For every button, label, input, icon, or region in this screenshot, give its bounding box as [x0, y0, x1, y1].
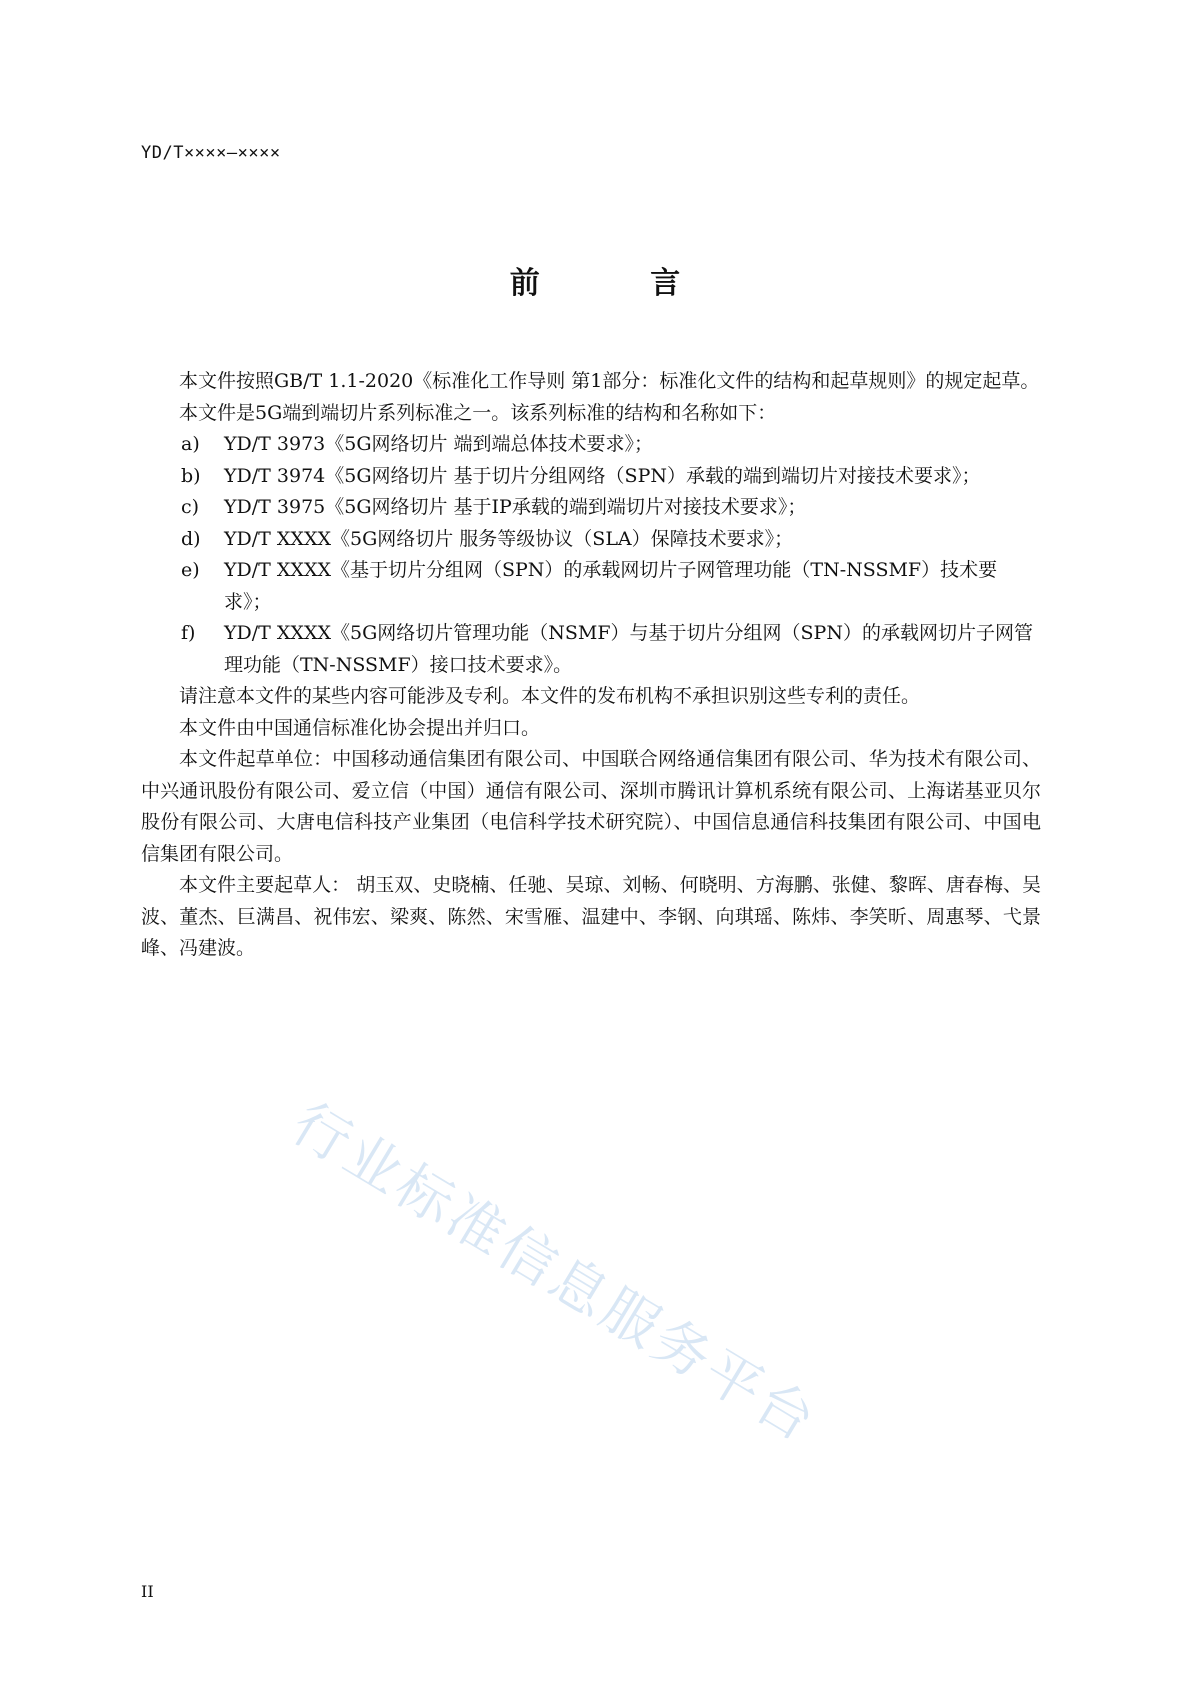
list-item: [141, 492, 1041, 524]
list-marker: e): [181, 559, 200, 581]
list-item: [141, 555, 1041, 618]
list-marker: a): [181, 433, 200, 455]
paragraph-drafting-units: 本文件起草单位：中国移动通信集团有限公司、中国联合网络通信集团有限公司、华为技术有限公司、中兴通讯股份有限公司、爱立信（中国）通信有限公司、深圳市腾讯计算机系统有限公司、上海诺基亚贝尔股份有限公司、大唐电信科技产业集团（电信科学技术研究院）、中国信息通信科技集团有限公司、中国电信集团有限公司。: [141, 748, 1041, 865]
foreword-body: [141, 366, 1041, 965]
list-item: [141, 618, 1041, 681]
list-item-text: YD/T 3974《5G网络切片 基于切片分组网络（SPN）承载的端到端切片对接技术要求》；: [224, 464, 981, 487]
paragraph-drafting-rules: 本文件按照GB/T 1.1-2020《标准化工作导则 第1部分：标准化文件的结构和起草规则》的规定起草。: [179, 370, 1040, 392]
list-marker: f): [181, 622, 196, 644]
list-item-text: YD/T 3973《5G网络切片 端到端总体技术要求》；: [224, 433, 654, 455]
page-number: II: [141, 1582, 154, 1601]
series-standards-list: [141, 429, 1041, 681]
list-item-text: YD/T 3975《5G网络切片 基于IP承载的端到端切片对接技术要求》；: [224, 496, 807, 518]
list-item-text: YD/T XXXX《基于切片分组网（SPN）的承载网切片子网管理功能（TN-NSSMF）技术要求》；: [224, 559, 998, 613]
list-marker: d): [181, 527, 201, 550]
watermark: 行业标准信息服务平台: [280, 1090, 829, 1456]
list-item: [141, 524, 1041, 556]
list-marker: c): [181, 496, 200, 518]
paragraph-proposer: 本文件由中国通信标准化协会提出并归口。: [179, 716, 541, 739]
list-item-text: YD/T XXXX《5G网络切片管理功能（NSMF）与基于切片分组网（SPN）的承载网切片子网管理功能（TN-NSSMF）接口技术要求》。: [224, 622, 1033, 676]
list-marker: b): [181, 464, 201, 487]
paragraph-drafters: 本文件主要起草人： 胡玉双、史晓楠、任驰、吴琼、刘畅、何晓明、方海鹏、张健、黎晖、唐春梅、吴波、董杰、巨满昌、祝伟宏、梁爽、陈然、宋雪雁、温建中、李钢、向琪瑶、陈炜、李笑昕、周惠琴、弋景峰、冯建波。: [141, 874, 1041, 959]
paragraph-series-intro: 本文件是5G端到端切片系列标准之一。该系列标准的结构和名称如下：: [179, 401, 777, 424]
paragraph-patent-notice: 请注意本文件的某些内容可能涉及专利。本文件的发布机构不承担识别这些专利的责任。: [179, 685, 921, 707]
list-item-text: YD/T XXXX《5G网络切片 服务等级协议（SLA）保障技术要求》；: [224, 527, 794, 550]
page-title: 前 言: [509, 266, 731, 301]
list-item: [141, 429, 1041, 461]
list-item: [141, 461, 1041, 493]
document-code: YD/T××××—××××: [141, 143, 281, 163]
